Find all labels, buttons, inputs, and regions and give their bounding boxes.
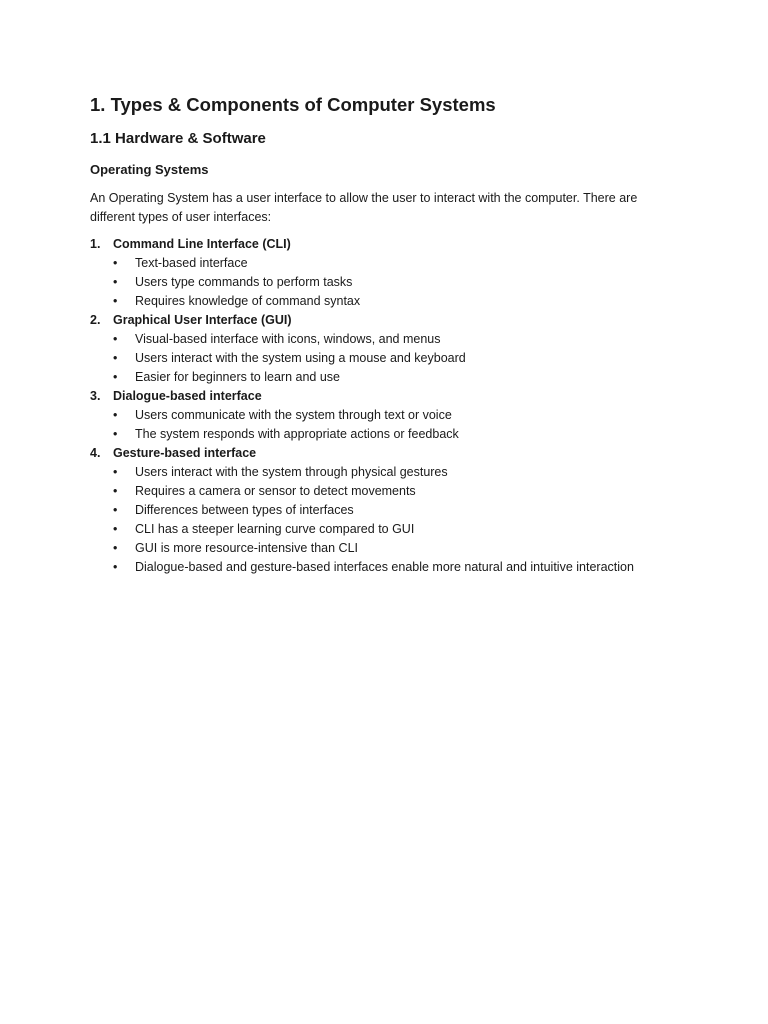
bullet-icon: • xyxy=(113,541,118,555)
bullet-icon: • xyxy=(113,522,118,536)
list-item-title: Command Line Interface (CLI) xyxy=(113,237,291,251)
bullet-icon: • xyxy=(113,408,118,422)
list-item-title: Dialogue-based interface xyxy=(113,389,262,403)
bullet-text: Easier for beginners to learn and use xyxy=(135,370,340,384)
bullet-text: Differences between types of interfaces xyxy=(135,503,354,517)
list-item-number: 2. xyxy=(90,313,101,327)
bullet-text: Requires knowledge of command syntax xyxy=(135,294,361,308)
bullet-text: Visual-based interface with icons, windows, and menus xyxy=(135,332,441,346)
bullet-item xyxy=(90,558,690,577)
bullet-list xyxy=(90,254,690,311)
intro-paragraph: An Operating System has a user interface to allow the user to interact with the computer. There are different types of user interfaces: xyxy=(90,191,638,224)
bullet-list xyxy=(90,463,690,577)
list-item xyxy=(90,444,690,577)
bullet-text: Requires a camera or sensor to detect movements xyxy=(135,484,416,498)
bullet-text: CLI has a steeper learning curve compared to GUI xyxy=(135,522,415,536)
bullet-text: GUI is more resource-intensive than CLI xyxy=(135,541,359,555)
bullet-list xyxy=(90,330,690,387)
bullet-item xyxy=(90,501,690,520)
list-item-title: Gesture-based interface xyxy=(113,446,257,460)
list-item-heading xyxy=(90,311,690,330)
bullet-icon: • xyxy=(113,484,118,498)
bullet-item xyxy=(90,349,690,368)
bullet-text: Users communicate with the system through text or voice xyxy=(135,408,452,422)
bullet-item xyxy=(90,330,690,349)
list-item-heading xyxy=(90,444,690,463)
bullet-icon: • xyxy=(113,465,118,479)
bullet-item xyxy=(90,273,690,292)
list-item-heading xyxy=(90,387,690,406)
page-title: 1. Types & Components of Computer Systems xyxy=(90,94,496,115)
bullet-item xyxy=(90,368,690,387)
interface-types-list xyxy=(90,235,690,577)
bullet-item xyxy=(90,463,690,482)
list-item xyxy=(90,235,690,311)
bullet-icon: • xyxy=(113,275,118,289)
subsection-heading: Operating Systems xyxy=(90,162,209,177)
list-item-number: 1. xyxy=(90,237,101,251)
bullet-icon: • xyxy=(113,560,118,574)
bullet-item xyxy=(90,254,690,273)
bullet-text: Dialogue-based and gesture-based interfaces enable more natural and intuitive interaction xyxy=(135,560,634,574)
bullet-icon: • xyxy=(113,427,118,441)
bullet-item xyxy=(90,406,690,425)
list-item-title: Graphical User Interface (GUI) xyxy=(113,313,292,327)
bullet-icon: • xyxy=(113,332,118,346)
list-item-heading xyxy=(90,235,690,254)
list-item-number: 3. xyxy=(90,389,101,403)
bullet-text: Users type commands to perform tasks xyxy=(135,275,353,289)
bullet-text: The system responds with appropriate actions or feedback xyxy=(135,427,459,441)
bullet-text: Text-based interface xyxy=(135,256,248,270)
bullet-list xyxy=(90,406,690,444)
list-item xyxy=(90,387,690,444)
bullet-icon: • xyxy=(113,503,118,517)
list-item-number: 4. xyxy=(90,446,101,460)
bullet-icon: • xyxy=(113,351,118,365)
bullet-item xyxy=(90,482,690,501)
document-page xyxy=(90,92,690,577)
bullet-item xyxy=(90,425,690,444)
bullet-icon: • xyxy=(113,256,118,270)
bullet-icon: • xyxy=(113,294,118,308)
bullet-item xyxy=(90,292,690,311)
list-item xyxy=(90,311,690,387)
bullet-text: Users interact with the system through physical gestures xyxy=(135,465,448,479)
bullet-icon: • xyxy=(113,370,118,384)
bullet-text: Users interact with the system using a mouse and keyboard xyxy=(135,351,466,365)
bullet-item xyxy=(90,539,690,558)
section-heading: 1.1 Hardware & Software xyxy=(90,130,266,147)
bullet-item xyxy=(90,520,690,539)
